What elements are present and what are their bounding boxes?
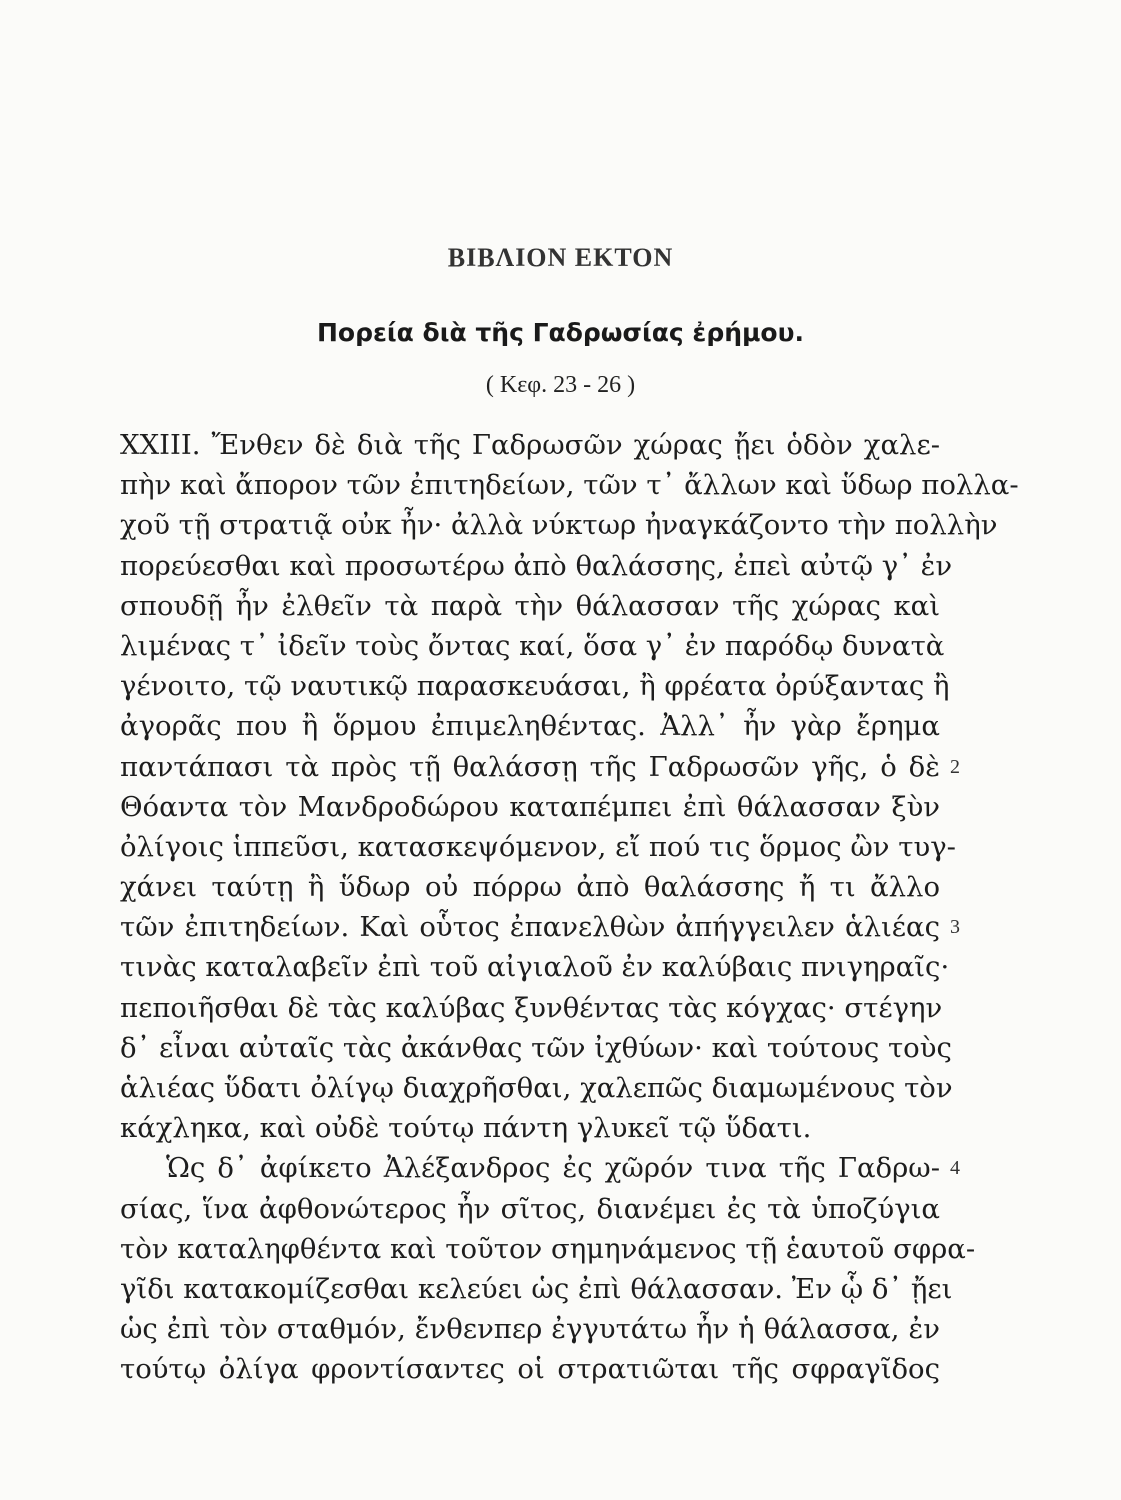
text-line: ὡς ἐπὶ τὸν σταθμόν, ἔνθενπερ ἐγγυτάτω ἦν ἡ θάλασσα, ἐν bbox=[120, 1313, 940, 1346]
text-line: XXIII. Ἔνθεν δὲ διὰ τῆς Γαδρωσῶν χώρας ᾔει ὁδὸν χαλε- bbox=[120, 429, 940, 461]
text-line: γῖδι κατακομίζεσθαι κελεύει ὡς ἐπὶ θάλασσαν. Ἐν ᾧ δ᾽ ᾔει bbox=[120, 1272, 953, 1305]
text-line: τούτῳ ὀλίγα φροντίσαντες οἱ στρατιῶται τῆς σφραγῖδος bbox=[120, 1353, 940, 1386]
text-line: γένοιτο, τῷ ναυτικῷ παρασκευάσαι, ἢ φρέατα ὀρύξαντας ἢ bbox=[120, 670, 950, 703]
section-marker: 3 bbox=[950, 916, 960, 939]
text-line: ἀγορᾶς που ἢ ὅρμου ἐπιμεληθέντας. Ἀλλ᾽ ἦν γὰρ ἔρημα bbox=[120, 710, 940, 743]
text-line: σίας, ἵνα ἀφθονώτερος ἦν σῖτος, διανέμει ἐς τὰ ὑποζύγια bbox=[120, 1192, 940, 1225]
text-line: πὴν καὶ ἄπορον τῶν ἐπιτηδείων, τῶν τ᾽ ἄλλων καὶ ὕδωρ πολλα- bbox=[120, 469, 1019, 502]
text-line: λιμένας τ᾽ ἰδεῖν τοὺς ὄντας καί, ὅσα γ᾽ ἐν παρόδῳ δυνατὰ bbox=[120, 629, 945, 662]
text-line: τινὰς καταλαβεῖν ἐπὶ τοῦ αἰγιαλοῦ ἐν καλύβαις πνιγηραῖς· bbox=[120, 951, 950, 984]
text-line: πορεύεσθαι καὶ προσωτέρω ἀπὸ θαλάσσης, ἐπεὶ αὐτῷ γ᾽ ἐν bbox=[120, 549, 953, 582]
text-line: Θόαντα τὸν Μανδροδώρου καταπέμπει ἐπὶ θάλασσαν ξὺν bbox=[120, 790, 940, 823]
text-line: δ᾽ εἶναι αὐταῖς τὰς ἀκάνθας τῶν ἰχθύων· καὶ τούτους τοὺς bbox=[120, 1031, 952, 1064]
chapter-range: ( Κεφ. 23 - 26 ) bbox=[485, 372, 636, 398]
text-line: τὸν καταληφθέντα καὶ τοῦτον σημηνάμενος τῇ ἑαυτοῦ σφρα- bbox=[120, 1232, 976, 1265]
text-line: σπουδῇ ἦν ἐλθεῖν τὰ παρὰ τὴν θάλασσαν τῆς χώρας καὶ bbox=[120, 589, 940, 622]
body-text bbox=[120, 425, 1019, 1390]
text-line: Ὡς δ᾽ ἀφίκετο Ἀλέξανδρος ἐς χῶρόν τινα τῆς Γαδρω- 4 bbox=[120, 1148, 940, 1188]
section-marker: 4 bbox=[950, 1157, 960, 1180]
text-line: πεποιῆσθαι δὲ τὰς καλύβας ξυνθέντας τὰς κόγχας· στέγην bbox=[120, 991, 943, 1024]
text-line: χάνει ταύτῃ ἢ ὕδωρ οὐ πόρρω ἀπὸ θαλάσσης ἤ τι ἄλλο bbox=[120, 871, 940, 904]
text-line: τῶν ἐπιτηδείων. Καὶ οὗτος ἐπανελθὼν ἀπήγγειλεν ἁλιέας 3 bbox=[120, 907, 940, 947]
text-line: παντάπασι τὰ πρὸς τῇ θαλάσσῃ τῆς Γαδρωσῶν γῆς, ὁ δὲ 2 bbox=[120, 747, 940, 787]
text-line: κάχληκα, καὶ οὐδὲ τούτῳ πάντη γλυκεῖ τῷ ὕδατι. bbox=[120, 1112, 812, 1145]
text-line: ἁλιέας ὕδατι ὀλίγῳ διαχρῆσθαι, χαλεπῶς διαμωμένους τὸν bbox=[120, 1072, 953, 1104]
section-marker: 2 bbox=[950, 755, 960, 778]
text-line: ὀλίγοις ἱππεῦσι, κατασκεψόμενον, εἴ πού τις ὅρμος ὢν τυγ- bbox=[120, 830, 956, 863]
chapter-heading: Πορεία διὰ τῆς Γαδρωσίας ἐρήμου. bbox=[317, 318, 804, 347]
text-line: χοῦ τῇ στρατιᾷ οὐκ ἦν· ἀλλὰ νύκτωρ ἠναγκάζοντο τὴν πολλὴν bbox=[120, 509, 998, 542]
book-title: ΒΙΒΛΙΟΝ ΕΚΤΟΝ bbox=[447, 243, 674, 272]
